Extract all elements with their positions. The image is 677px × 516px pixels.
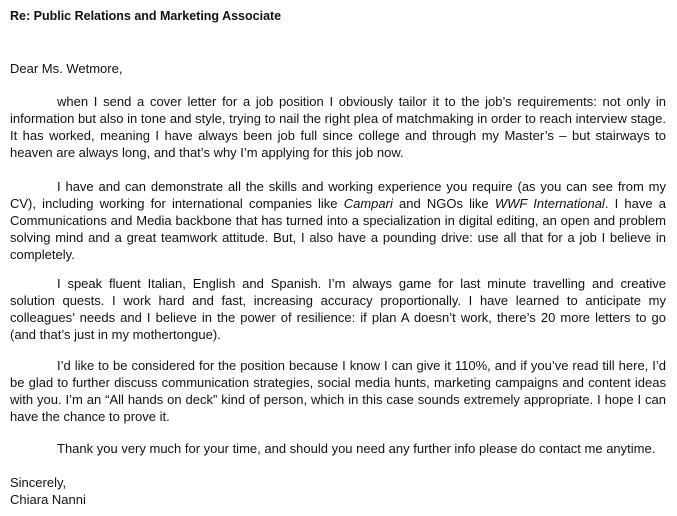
campari-mention: Campari — [343, 196, 393, 211]
paragraph-3 — [10, 275, 666, 343]
paragraph-3-text: I speak fluent Italian, English and Spanish. I’m always game for last minute travelling and creative solution quests. I work hard and fast, increasing accuracy proportionally. I have learned to anticipate my colleagues’ needs and I believe in the power of resilience: if plan A doesn’t work, there’s 20 more letters to go (and that’s just in my mothertongue). — [10, 276, 666, 342]
paragraph-2-text-c: . I have a Communications and Media backbone that has turned into a specialization in digital editing, an open and problem solving mind and a great teamwork attitude. But, I also have a pounding drive: use all that for a job I believe in completely. — [10, 196, 666, 262]
salutation: Dear Ms. Wetmore, — [10, 61, 123, 76]
paragraph-1-text: when I send a cover letter for a job position I obviously tailor it to the job’s requirements: not only in information but also in tone and style, trying to nail the right plea of matchmaking in order to reach interview stage. It has worked, meaning I have always been job full since college and through my Master’s – but stairways to heaven are always long, and that’s why I’m applying for this job now. — [10, 94, 666, 160]
paragraph-4-text: I’d like to be considered for the position because I know I can give it 110%, and if you’ve read till here, I’d be glad to further discuss communication strategies, social media hunts, marketing campaigns and content ideas with you. I’m an “All hands on deck” kind of person, which in this case sounds extremely appropriate. I hope I can have the chance to prove it. — [10, 358, 666, 424]
paragraph-2-text-a: I have and can demonstrate all the skills and working experience you require (as you can see from my CV), including working for international companies like — [10, 179, 666, 211]
letter-subject: Re: Public Relations and Marketing Associate — [10, 9, 282, 23]
paragraph-2-text-b: and NGOs like — [392, 196, 495, 211]
paragraph-4 — [10, 357, 666, 425]
paragraph-2 — [10, 178, 666, 263]
closing-text: Thank you very much for your time, and should you need any further info please do contact me anytime. — [57, 441, 656, 456]
signoff: Sincerely, — [10, 475, 67, 490]
paragraph-1 — [10, 93, 666, 161]
closing-paragraph — [10, 440, 655, 457]
wwf-mention: WWF International — [494, 196, 605, 211]
signature-name: Chiara Nanni — [10, 492, 86, 507]
